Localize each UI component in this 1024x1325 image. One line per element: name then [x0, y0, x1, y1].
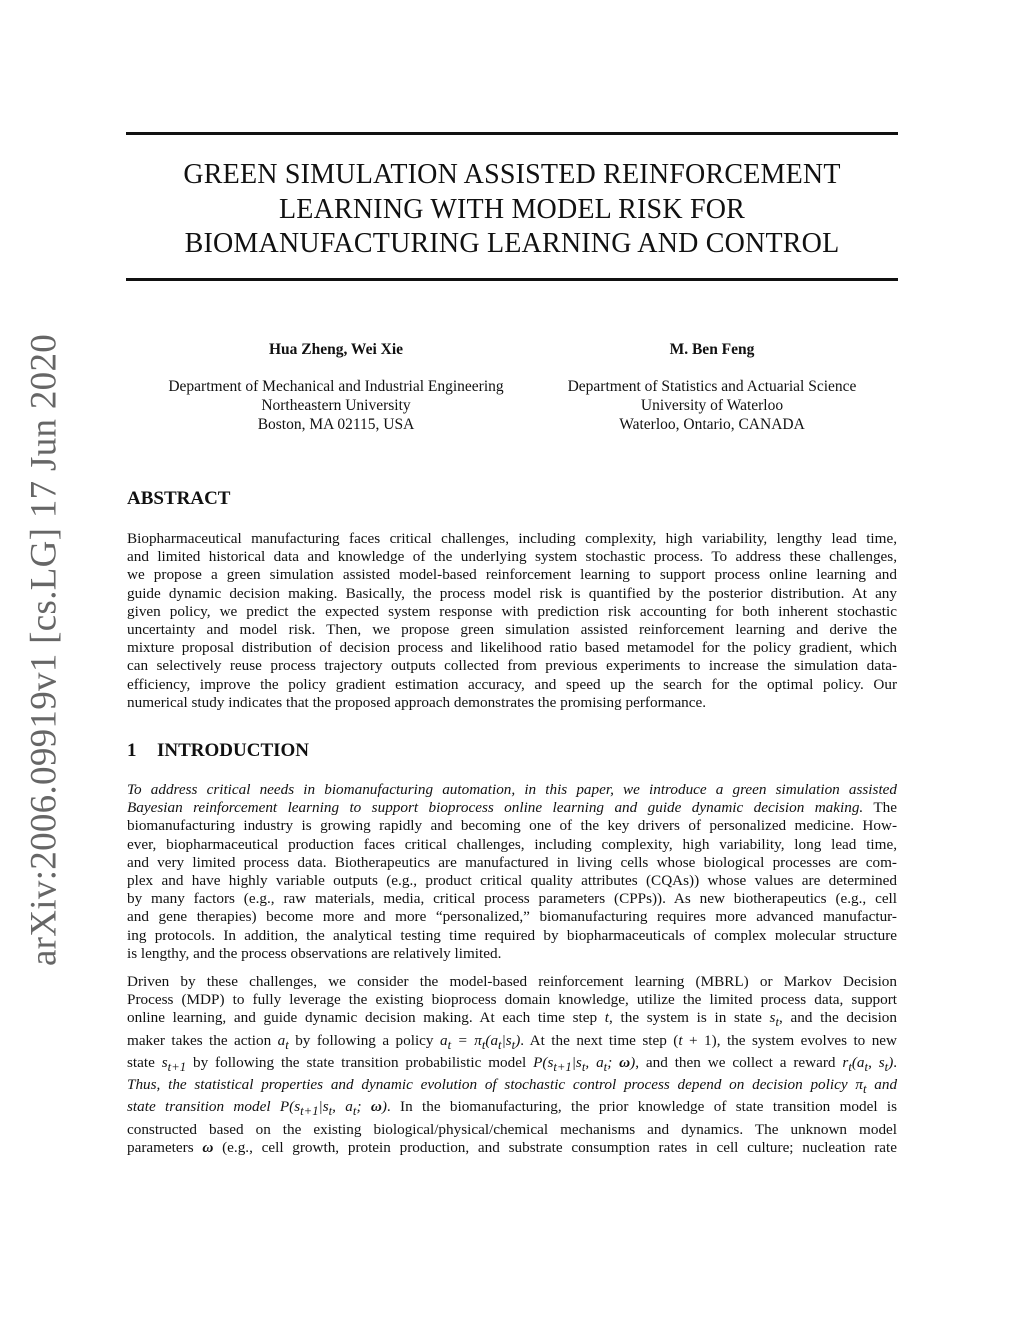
intro-text: , the system evolves to new: [716, 1031, 898, 1049]
abstract-line: and limited historical data and knowledge of the underlying system stochastic process. To address these challenges,: [127, 548, 897, 566]
intro-text: state: [127, 1053, 155, 1071]
intro-line: and very limited process data. Biotherapeutics are manufactured in living cells whose biological processes are com-: [127, 853, 897, 871]
section-title: INTRODUCTION: [157, 740, 310, 761]
intro-line: [127, 799, 897, 817]
math-symbol: ω: [202, 1138, 214, 1156]
math-expression: $a_t = \pi_t(a_t|s_t)$: [439, 1031, 521, 1052]
affiliation-line: Department of Mechanical and Industrial Engineering: [168, 378, 504, 395]
paper-title: [126, 158, 898, 262]
intro-line: [127, 1032, 897, 1054]
intro-text: online learning, and guide dynamic decision making. At each time step: [127, 1009, 598, 1027]
author-block-left: [136, 340, 536, 434]
intro-line: ever, biopharmaceutical production faces critical challenges, including complexity, high variability, long lead time,: [127, 835, 897, 853]
intro-text: The: [873, 799, 897, 817]
math-expression: $P(s_{t+1}|s_t$, $a_t$; ω): [279, 1098, 387, 1119]
intro-text: , and then we collect a reward: [635, 1053, 836, 1071]
intro-text: , the system is in state: [609, 1009, 762, 1027]
title-top-rule: [126, 132, 898, 135]
title-line: BIOMANUFACTURING LEARNING AND CONTROL: [184, 228, 840, 259]
abstract-line: given policy, we predict the expected system response with prediction risk accounting for both inherent stochastic: [127, 602, 897, 620]
math-symbol: $s_{t+1}$: [161, 1053, 187, 1074]
title-bottom-rule: [126, 278, 898, 281]
intro-italic-text: Bayesian reinforcement learning to support bioprocess online learning and guide dynamic decision making.: [127, 799, 864, 817]
math-symbol: $a_t$: [277, 1031, 289, 1052]
intro-line-italic: [127, 1076, 897, 1098]
author-block-right: [512, 340, 912, 434]
intro-italic-text: Thus, the statistical properties and dynamic evolution of stochastic control process depend on decision policy: [127, 1076, 848, 1094]
intro-line: ing protocols. In addition, the analytical testing time required by biopharmaceuticals of complex molecular structure: [127, 926, 897, 944]
intro-text: . In the biomanufacturing, the prior knowledge of state transition model is: [386, 1098, 898, 1116]
affiliation-line: Northeastern University: [261, 397, 411, 414]
introduction-paragraph-1: [127, 781, 897, 963]
intro-line: [127, 1098, 897, 1120]
intro-text: maker takes the action: [127, 1031, 272, 1049]
intro-line-italic: To address critical needs in biomanufacturing automation, in this paper, we introduce a green simulation assisted: [127, 781, 897, 798]
abstract-line: efficiency, improve the policy gradient estimation accuracy, and speed up the search for the optimal policy. Our: [127, 675, 897, 693]
intro-text: (e.g., cell growth, protein production, and substrate consumption rates in cell culture; nucleation rate: [222, 1138, 898, 1156]
intro-line: plex and have highly variable outputs (e.g., product critical quality attributes (CQAs)) whose values are determined: [127, 872, 897, 890]
arxiv-identifier: arXiv:2006.09919v1 [cs.LG] 17 Jun 2020: [23, 333, 65, 967]
intro-line: [127, 1009, 897, 1031]
intro-text: . At the next time step: [520, 1031, 667, 1049]
intro-italic-text: state transition model: [127, 1098, 271, 1116]
intro-italic-text: and: [874, 1076, 898, 1094]
intro-line: Process (MDP) to fully leverage the existing bioprocess domain knowledge, utilize the limited process data, support: [127, 991, 897, 1009]
intro-line: by many factors (e.g., raw materials, media, critical process parameters (CPPs)). As new biotherapeutics (e.g., cell: [127, 890, 897, 908]
section-number: 1: [127, 740, 137, 761]
title-line: LEARNING WITH MODEL RISK FOR: [278, 193, 746, 225]
math-symbol: $\pi_t$: [855, 1076, 867, 1097]
intro-line: and gene therapies) become more and more “personalized,” biomanufacturing requires more advanced manufactur-: [127, 908, 897, 926]
intro-line: is lengthy, and the process observations are relatively limited.: [127, 944, 502, 962]
intro-line: [127, 1139, 897, 1157]
math-expression: (t + 1): [673, 1031, 717, 1049]
intro-text: by following a policy: [295, 1031, 434, 1049]
introduction-paragraph-2: [127, 973, 897, 1157]
author-names: M. Ben Feng: [669, 341, 755, 358]
title-line: GREEN SIMULATION ASSISTED REINFORCEMENT: [183, 159, 841, 190]
affiliation-line: University of Waterloo: [640, 397, 784, 414]
intro-text: by following the state transition probabilistic model: [192, 1053, 527, 1071]
abstract-line: uncertainty and model risk. Then, we propose green simulation assisted reinforcement learning and derive the: [127, 621, 897, 639]
intro-line: Driven by these challenges, we consider the model-based reinforcement learning (MBRL) or Markov Decision: [127, 973, 897, 990]
math-expression: $r_t(a_t$, $s_t$): [842, 1053, 894, 1074]
abstract-line: can selectively reuse process trajectory outputs collected from previous experiments to increase the simulation data-: [127, 657, 897, 675]
abstract-line: guide dynamic decision making. Basically, the process model risk is quantified by the posterior distribution. At any: [127, 584, 897, 602]
math-symbol: t: [604, 1009, 610, 1027]
intro-line: state $s_{t+1}$ by following the state transition probabilistic model $P(s_{t+1}|s_t$, $a_t$; ω), and then we collect a reward $r_t(a_t$, $s_t$).: [127, 1053, 898, 1074]
affiliation-line: Waterloo, Ontario, CANADA: [619, 416, 805, 433]
abstract-line: Biopharmaceutical manufacturing faces critical challenges, including complexity, high variability, lengthy lead time,: [127, 530, 897, 547]
abstract-heading: ABSTRACT: [127, 488, 231, 509]
math-symbol: $s_t$: [769, 1009, 779, 1030]
intro-text: parameters: [127, 1138, 194, 1156]
introduction-heading: [127, 740, 309, 762]
intro-text: , and the decision: [779, 1009, 897, 1027]
abstract-line: numerical study indicates that the proposed approach demonstrates the promising performance.: [127, 693, 707, 711]
intro-line: biomanufacturing industry is growing rapidly and becoming one of the key drivers of personalized medicine. How-: [127, 817, 897, 835]
math-expression: $P(s_{t+1}|s_t$, $a_t$; ω): [533, 1053, 636, 1074]
abstract-body: [127, 530, 897, 712]
affiliation-line: Department of Statistics and Actuarial Science: [567, 378, 857, 395]
affiliation-line: Boston, MA 02115, USA: [257, 416, 415, 433]
author-names: Hua Zheng, Wei Xie: [268, 341, 404, 358]
abstract-line: we propose a green simulation assisted model-based reinforcement learning to support process online learning and: [127, 566, 897, 584]
abstract-line: mixture proposal distribution of decision process and likelihood ratio based metamodel for the policy gradient, which: [127, 639, 897, 657]
intro-line: constructed based on the existing biological/physical/chemical mechanisms and dynamics. The unknown model: [127, 1120, 897, 1138]
